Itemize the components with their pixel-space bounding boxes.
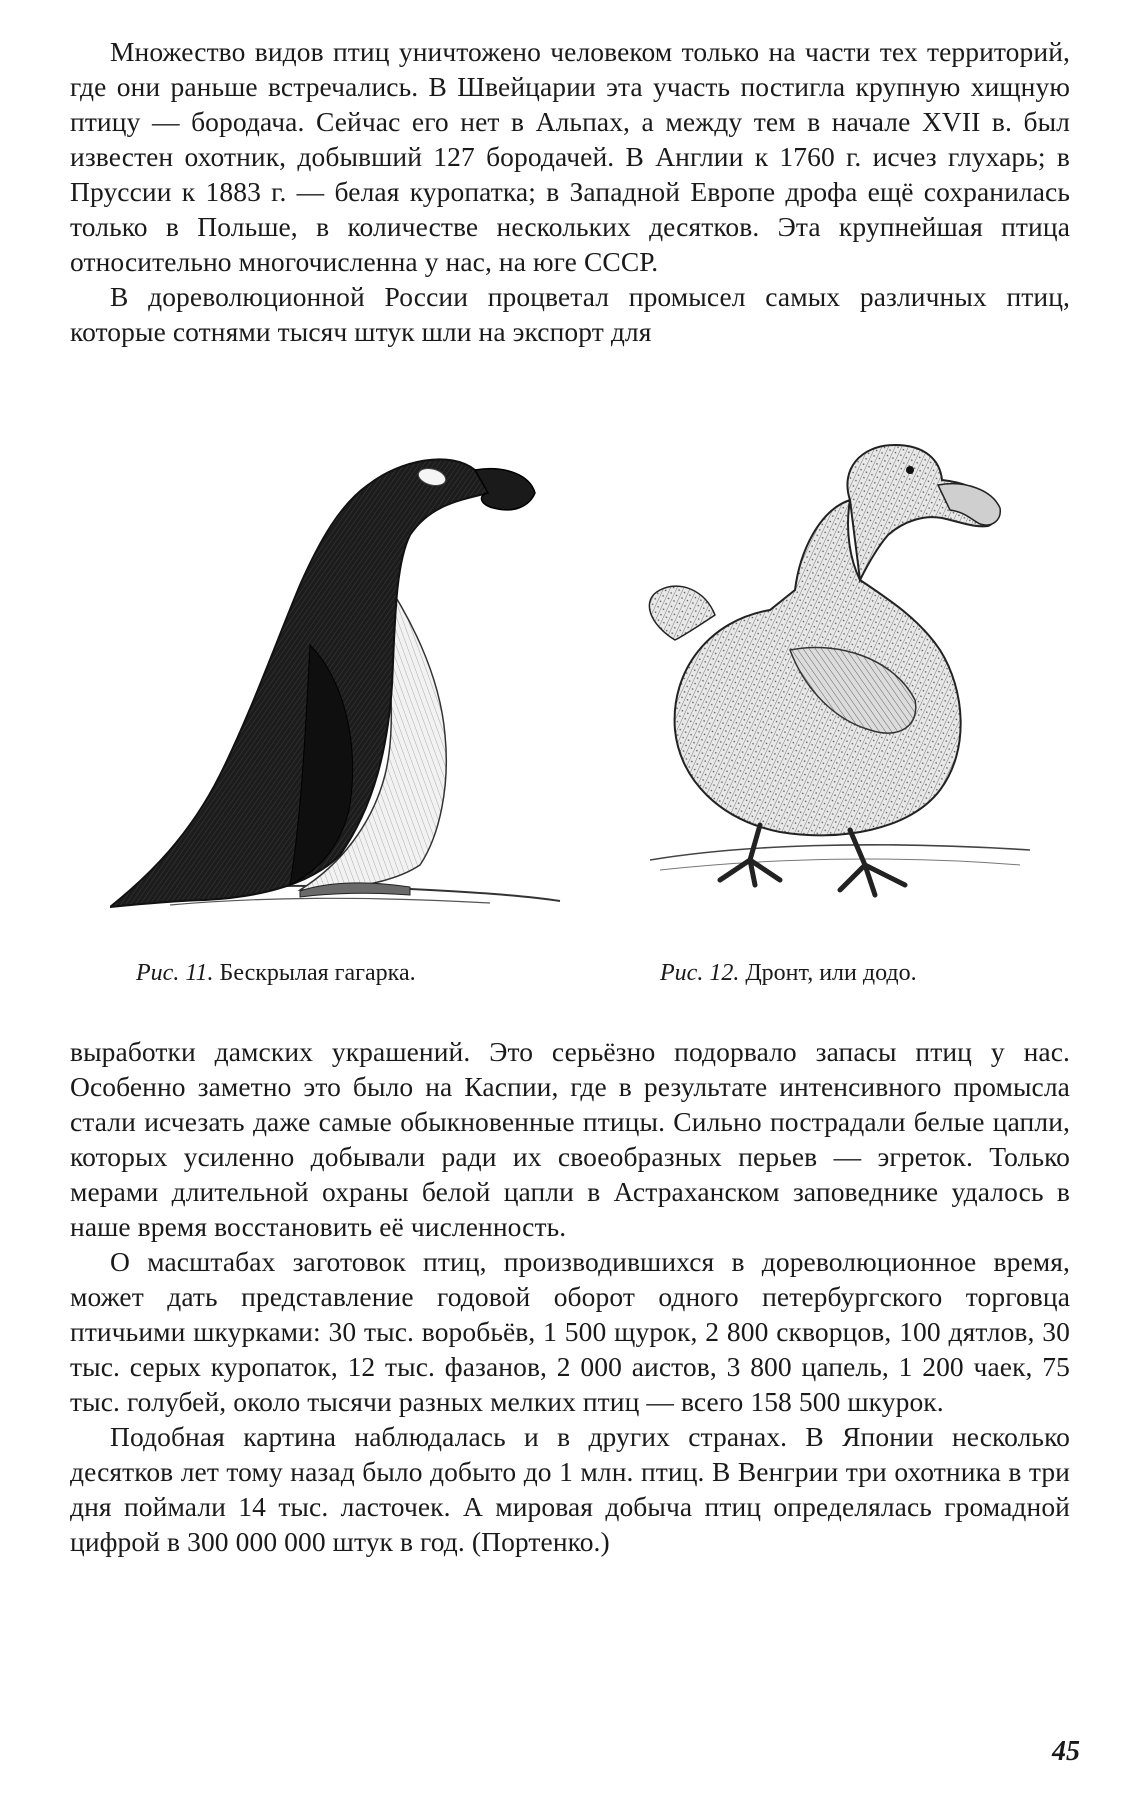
dodo-illustration (620, 440, 1040, 915)
figure-caption-text: Бескрылая гагарка. (219, 960, 416, 986)
page-number: 45 (1052, 1736, 1080, 1767)
great-auk-illustration (110, 445, 570, 910)
figure-great-auk (110, 445, 570, 910)
paragraph: Множество видов птиц уничтожено человеком только на части тех территорий, где они раньше встречались. В Швейцарии эта участь постигла крупную хищную птицу — бородача. Сейчас его нет в Альпах, а между тем в начале XVII в. был известен охотник, добывший 127 бородачей. В Англии к 1760 г. исчез глухарь; в Пруссии к 1883 г. — белая куропатка; в Западной Европе дрофа ещё сохранилась только в Польше, в количестве нескольких десятков. Эта крупнейшая птица относительно многочисленна у нас, на юге СССР. (70, 36, 1070, 277)
text-block-bottom (70, 1034, 1070, 1559)
figure-label: Рис. 12. (660, 960, 740, 986)
figure-caption-11 (136, 958, 416, 988)
paragraph: Подобная картина наблюдалась и в других странах. В Японии несколько десятков лет тому назад было добыто до 1 млн. птиц. В Венгрии три охотника в три дня поймали 14 тыс. ласточек. А мировая добыча птиц определялась громадной цифрой в 300 000 000 штук в год. (Портенко.) (70, 1421, 1070, 1557)
text-block-top (70, 34, 1070, 349)
paragraph: О масштабах заготовок птиц, производившихся в дореволюционное время, может дать представление годовой оборот одного петербургского торговца птичьими шкурками: 30 тыс. воробьёв, 1 500 щурок, 2 800 скворцов, 100 дятлов, 30 тыс. серых куропаток, 12 тыс. фазанов, 2 000 аистов, 3 800 цапель, 1 200 чаек, 75 тыс. голубей, около тысячи разных мелких птиц — всего 158 500 шкурок. (70, 1246, 1070, 1417)
figure-dodo (620, 440, 1040, 915)
figure-caption-text: Дронт, или додо. (745, 960, 917, 986)
figure-caption-12 (660, 958, 917, 988)
figure-label: Рис. 11. (136, 960, 214, 986)
paragraph: В дореволюционной России процветал промысел самых различных птиц, которые сотнями тысяч штук шли на экспорт для (70, 281, 1070, 347)
paragraph: выработки дамских украшений. Это серьёзно подорвало запасы птиц у нас. Особенно заметно это было на Каспии, где в результате интенсивного промысла стали исчезать даже самые обыкновенные птицы. Сильно пострадали белые цапли, которых усиленно добывали ради их своеобразных перьев — эгреток. Только мерами длительной охраны белой цапли в Астраханском заповеднике удалось в наше время восстановить её численность. (70, 1036, 1070, 1242)
